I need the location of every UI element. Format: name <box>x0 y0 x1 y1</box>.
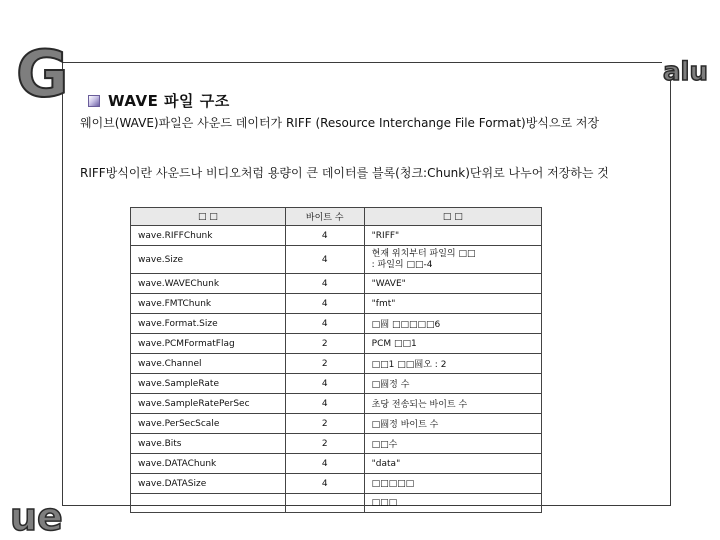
left-rule <box>62 62 63 506</box>
bytes-cell: 2 <box>285 414 364 434</box>
field-cell: wave.DATASize <box>131 474 286 494</box>
field-cell: wave.RIFFChunk <box>131 226 286 246</box>
logo-letter-g <box>12 36 74 106</box>
bytes-cell: 4 <box>285 394 364 414</box>
description-cell: □□□□□ <box>364 474 541 494</box>
field-cell: wave.Size <box>131 246 286 274</box>
bytes-cell: 4 <box>285 274 364 294</box>
description-cell: "RIFF" <box>364 226 541 246</box>
paragraph-wave-definition: 웨이브(WAVE)파일은 사운드 데이터가 RIFF (Resource Interchange File Format)방식으로 저장 <box>80 116 600 130</box>
bytes-cell: 4 <box>285 294 364 314</box>
wave-structure-table <box>130 207 542 513</box>
top-rule <box>62 62 662 63</box>
bytes-cell: 4 <box>285 246 364 274</box>
field-cell: wave.Format.Size <box>131 314 286 334</box>
logo-alu <box>660 52 718 86</box>
table-row <box>131 354 542 374</box>
description-cell: 현재 위치부터 파일의 □□ : 파일의 □□-4 <box>364 246 541 274</box>
square-bullet-icon <box>88 95 100 107</box>
table-header-row <box>131 208 542 226</box>
logo-ue <box>6 492 76 536</box>
bytes-cell: 4 <box>285 474 364 494</box>
table-row <box>131 474 542 494</box>
slide-title-row <box>88 90 230 111</box>
table-row <box>131 494 542 513</box>
column-header-bytes: 바이트 수 <box>285 208 364 226</box>
column-header-description: □ □ <box>364 208 541 226</box>
paragraph-riff-definition: RIFF방식이란 사운드나 비디오처럼 용량이 큰 데이터를 블록(청크:Chunk)단위로 나누어 저장하는 것 <box>80 166 609 180</box>
bytes-cell: 2 <box>285 434 364 454</box>
svg-text:ue: ue <box>10 495 63 536</box>
field-cell: wave.PCMFormatFlag <box>131 334 286 354</box>
description-cell: □圆정 바이트 수 <box>364 414 541 434</box>
field-cell: wave.SampleRate <box>131 374 286 394</box>
description-cell: □□1 □□圆오 : 2 <box>364 354 541 374</box>
bytes-cell: 2 <box>285 334 364 354</box>
table-row <box>131 434 542 454</box>
description-cell: □圆 □□□□□6 <box>364 314 541 334</box>
field-cell: wave.Bits <box>131 434 286 454</box>
field-cell: wave.WAVEChunk <box>131 274 286 294</box>
bytes-cell: 4 <box>285 374 364 394</box>
field-cell: wave.FMTChunk <box>131 294 286 314</box>
table-row <box>131 334 542 354</box>
field-cell: wave.SampleRatePerSec <box>131 394 286 414</box>
bytes-cell: 4 <box>285 454 364 474</box>
table-row <box>131 246 542 274</box>
right-rule <box>670 80 671 506</box>
field-cell: wave.PerSecScale <box>131 414 286 434</box>
svg-text:alu: alu <box>663 57 708 86</box>
description-cell: □圆정 수 <box>364 374 541 394</box>
table-row <box>131 414 542 434</box>
table-row <box>131 454 542 474</box>
description-cell: "WAVE" <box>364 274 541 294</box>
description-cell: "data" <box>364 454 541 474</box>
table-row <box>131 374 542 394</box>
svg-text:G: G <box>16 38 69 106</box>
description-cell: □□□ <box>364 494 541 513</box>
table-row <box>131 294 542 314</box>
bytes-cell <box>285 494 364 513</box>
table-row <box>131 394 542 414</box>
field-cell <box>131 494 286 513</box>
bytes-cell: 4 <box>285 314 364 334</box>
description-cell: 초당 전송되는 바이트 수 <box>364 394 541 414</box>
column-header-field: □ □ <box>131 208 286 226</box>
slide-title: WAVE 파일 구조 <box>108 92 230 110</box>
bytes-cell: 2 <box>285 354 364 374</box>
description-cell: □□수 <box>364 434 541 454</box>
table-row <box>131 226 542 246</box>
description-cell: "fmt" <box>364 294 541 314</box>
bytes-cell: 4 <box>285 226 364 246</box>
table-row <box>131 314 542 334</box>
field-cell: wave.DATAChunk <box>131 454 286 474</box>
table-row <box>131 274 542 294</box>
description-cell: PCM □□1 <box>364 334 541 354</box>
field-cell: wave.Channel <box>131 354 286 374</box>
